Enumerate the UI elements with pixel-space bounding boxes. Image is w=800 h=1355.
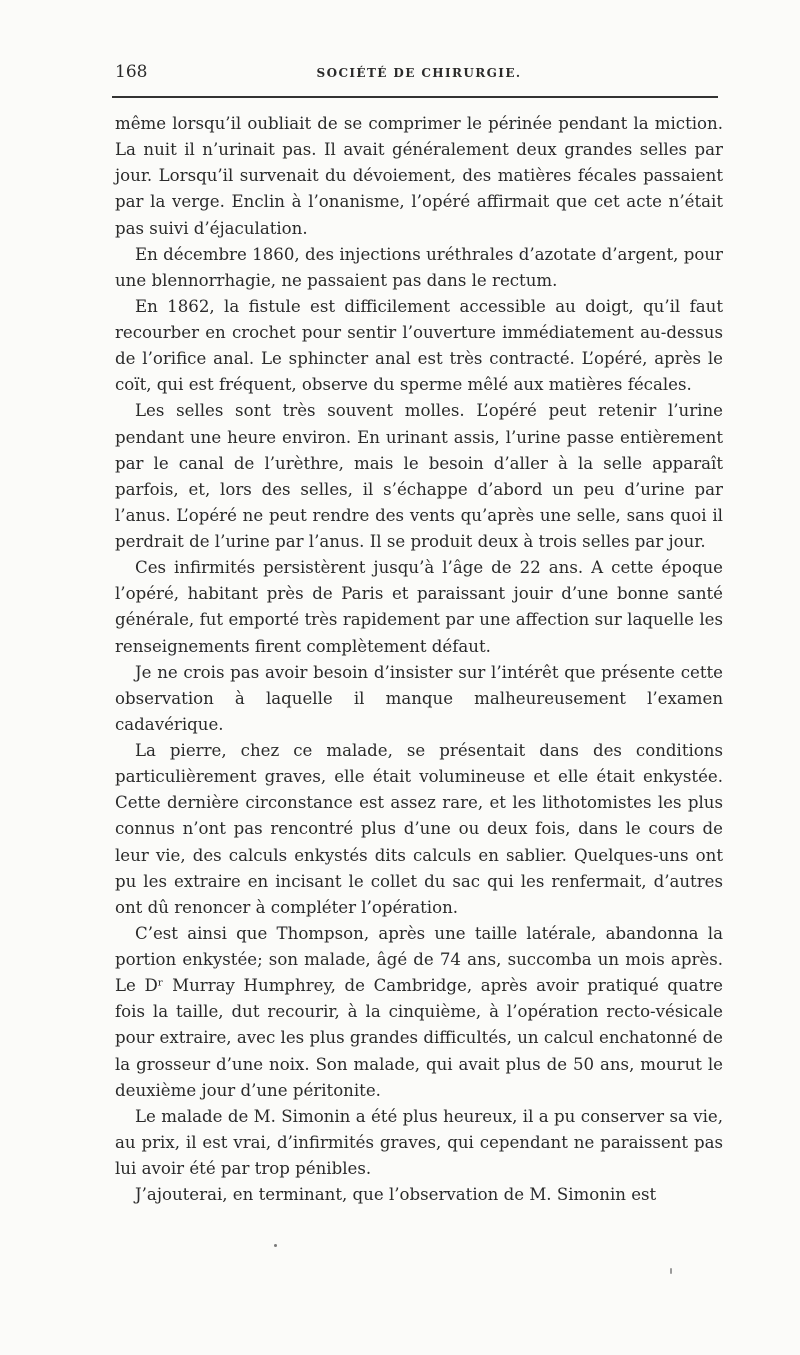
paragraph: même lorsqu’il oubliait de se comprimer le périnée pendant la miction. La nuit il n’urinait pas. Il avait généralement deux grandes selles par jour. Lorsqu’il survenait du dévoiement, des matières fécales passaient par la verge. Enclin à l’onanisme, l’opéré affirmait que cet acte n’était pas suivi d’éjaculation.	[115, 114, 723, 238]
paragraph: La pierre, chez ce malade, se présentait dans des conditions particulièrement graves, elle était volumineuse et elle était enkystée. Cette dernière circonstance est assez rare, et les lithotomistes les plus connus n’ont pas rencontré plus d’une ou deux fois, dans le cours de leur vie, des calculs enkystés dits calculs en sablier. Quelques-uns ont pu les extraire en incisant le collet du sac qui les renfermait, d’autres ont dû renoncer à compléter l’opération.	[115, 741, 723, 917]
running-head: SOCIÉTÉ DE CHIRURGIE.	[316, 66, 522, 80]
page-number: 168	[115, 62, 148, 82]
page-header	[115, 60, 723, 90]
paragraph: Les selles sont très souvent molles. L’opéré peut retenir l’urine pendant une heure environ. En urinant assis, l’urine passe entièrement par le canal de l’urèthre, mais le besoin d’aller à la selle apparaît parfois, et, lors des selles, il s’échappe d’abord un peu d’urine par l’anus. L’opéré ne peut rendre des vents qu’après une selle, sans quoi il perdrait de l’urine par l’anus. Il se produit deux à trois selles par jour.	[115, 401, 723, 551]
paragraph: Ces infirmités persistèrent jusqu’à l’âge de 22 ans. A cette époque l’opéré, habitant près de Paris et paraissant jouir d’une bonne santé générale, fut emporté très rapidement par une affection sur laquelle les renseignements firent complètement défaut.	[115, 558, 723, 656]
ink-speck	[670, 1268, 672, 1274]
ink-speck	[274, 1244, 277, 1247]
paragraph: C’est ainsi que Thompson, après une taille latérale, abandonna la portion enkystée; son malade, âgé de 74 ans, succomba un mois après. Le Dʳ Murray Humphrey, de Cambridge, après avoir pratiqué quatre fois la taille, dut recourir, à la cinquième, à l’opération recto-vésicale pour extraire, avec les plus grandes difficultés, un calcul enchatonné de la grosseur d’une noix. Son malade, qui avait plus de 50 ans, mourut le deuxième jour d’une péritonite.	[115, 923, 723, 1100]
paragraph: En 1862, la fistule est difficilement accessible au doigt, qu’il faut recourber en crochet pour sentir l’ouverture immédiatement au-dessus de l’orifice anal. Le sphincter anal est très contracté. L’opéré, après le coït, qui est fréquent, observe du sperme mêlé aux matières fécales.	[115, 296, 723, 395]
header-rule	[112, 96, 718, 98]
paragraph: J’ajouterai, en terminant, que l’observation de M. Simonin est	[135, 1185, 657, 1205]
paragraph: Je ne crois pas avoir besoin d’insister sur l’intérêt que présente cette observation à laquelle il manque malheureusement l’examen cadavérique.	[115, 662, 723, 734]
paragraph: En décembre 1860, des injections uréthrales d’azotate d’argent, pour une blennorrhagie, ne passaient pas dans le rectum.	[115, 244, 723, 290]
paragraph: Le malade de M. Simonin a été plus heureux, il a pu conserver sa vie, au prix, il est vrai, d’infirmités graves, qui cependant ne paraissent pas lui avoir été par trop pénibles.	[115, 1106, 723, 1178]
body-text	[115, 111, 723, 1208]
